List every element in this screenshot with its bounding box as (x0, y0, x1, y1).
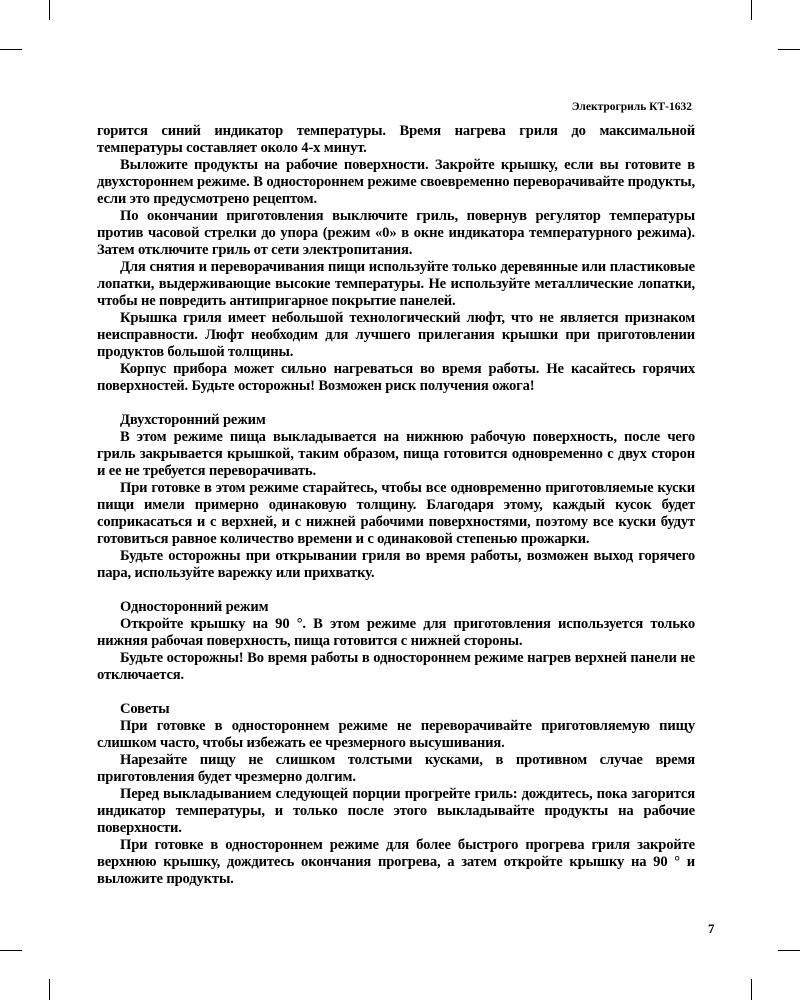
crop-mark (778, 950, 800, 951)
paragraph: Будьте осторожны! Во время работы в одностороннем режиме нагрев верхней панели не отключается. (97, 650, 695, 683)
crop-mark (751, 0, 752, 20)
paragraph: Откройте крышку на 90 °. В этом режиме для приготовления используется только нижняя рабочая поверхность, пища готовится с нижней стороны. (97, 616, 695, 649)
paragraph: В этом режиме пища выкладывается на нижнюю рабочую поверхность, после чего гриль закрывается крышкой, таким образом, пища готовится одновременно с двух сторон и ее не требуется переворачивать. (97, 429, 695, 479)
section-title-double-sided: Двухсторонний режим (120, 412, 266, 428)
crop-mark (49, 0, 50, 20)
paragraph: Выложите продукты на рабочие поверхности. Закройте крышку, если вы готовите в двухстороннем режиме. В одностороннем режиме своевременно переворачивайте продукты, если это предусмотрено рецептом. (97, 157, 695, 207)
paragraph: Для снятия и переворачивания пищи используйте только деревянные или пластиковые лопатки, выдерживающие высокие температуры. Не используйте металлические лопатки, чтобы не повредить антипригарное покрытие панелей. (97, 259, 695, 309)
paragraph: По окончании приготовления выключите гриль, повернув регулятор температуры против часовой стрелки до упора (режим «0» в окне индикатора температурного режима). Затем отключите гриль от сети электропитания. (97, 208, 695, 258)
paragraph: Нарезайте пищу не слишком толстыми кусками, в противном случае время приготовления будет чрезмерно долгим. (97, 752, 695, 785)
page-number: 7 (708, 921, 715, 936)
paragraph: горится синий индикатор температуры. Время нагрева гриля до максимальной температуры составляет около 4-х минут. (97, 123, 695, 156)
section-title-single-sided: Односторонний режим (120, 599, 269, 615)
running-header: Электрогриль КТ-1632 (571, 101, 692, 113)
paragraph: Перед выкладыванием следующей порции прогрейте гриль: дождитесь, пока загорится индикатор температуры, и только после этого выкладывайте продукты на рабочие поверхности. (97, 786, 695, 836)
crop-mark (49, 979, 50, 1000)
page-body (97, 123, 695, 888)
paragraph: При готовке в этом режиме старайтесь, чтобы все одновременно приготовляемые куски пищи имели примерно одинаковую толщину. Благодаря этому, каждый кусок будет соприкасаться и с верхней, и с нижней рабочими поверхностями, поэтому все куски будут готовиться равное количество времени и с одинаковой степенью прожарки. (97, 480, 695, 547)
paragraph: Крышка гриля имеет небольшой технологический люфт, что не является признаком неисправности. Люфт необходим для лучшего прилегания крышки при приготовлении продуктов большой толщины. (97, 310, 695, 360)
paragraph: При готовке в одностороннем режиме для более быстрого прогрева гриля закройте верхнюю крышку, дождитесь окончания прогрева, а затем откройте крышку на 90 ° и выложите продукты. (97, 837, 695, 887)
paragraph: При готовке в одностороннем режиме не переворачивайте приготовляемую пищу слишком часто, чтобы избежать ее чрезмерного высушивания. (97, 718, 695, 751)
crop-mark (0, 950, 22, 951)
paragraph: Корпус прибора может сильно нагреваться во время работы. Не касайтесь горячих поверхностей. Будьте осторожны! Возможен риск получения ожога! (97, 361, 695, 394)
crop-mark (0, 49, 22, 50)
crop-mark (751, 979, 752, 1000)
paragraph: Будьте осторожны при открывании гриля во время работы, возможен выход горячего пара, используйте варежку или прихватку. (97, 548, 695, 581)
crop-mark (778, 49, 800, 50)
section-title-tips: Советы (120, 701, 170, 717)
